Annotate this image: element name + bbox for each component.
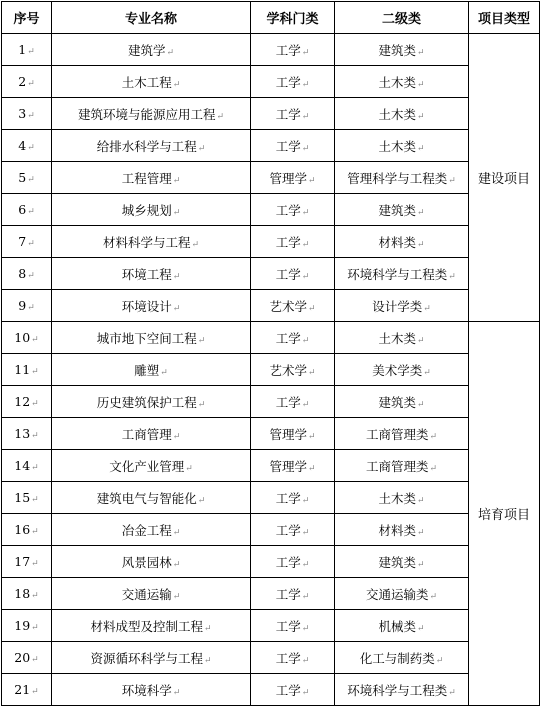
paragraph-mark: ↵ (31, 559, 39, 569)
cell-discipline-text: 管理学 (269, 458, 307, 474)
cell-major (52, 418, 251, 450)
paragraph-mark: ↵ (197, 143, 206, 154)
cell-major (52, 258, 251, 290)
cell-major-text: 资源循环科学与工程 (90, 650, 203, 666)
cell-category-text: 材料类 (378, 522, 416, 538)
table-row (2, 226, 540, 258)
cell-discipline (251, 98, 335, 130)
cell-major (52, 66, 251, 98)
cell-discipline (251, 194, 335, 226)
paragraph-mark: ↵ (301, 271, 310, 282)
cell-no (2, 322, 52, 354)
paragraph-mark: ↵ (31, 687, 39, 697)
cell-category-text: 土木类 (378, 106, 416, 122)
cell-project-type-text: 培育项目 (477, 508, 530, 523)
table-row (2, 98, 540, 130)
paragraph-mark: ↵ (307, 463, 316, 474)
cell-category (335, 162, 469, 194)
table-row (2, 642, 540, 674)
cell-no-text: 14 (14, 458, 31, 473)
cell-discipline (251, 322, 335, 354)
cell-discipline-text: 工学 (275, 490, 301, 506)
cell-category (335, 98, 469, 130)
cell-no (2, 642, 52, 674)
cell-major (52, 514, 251, 546)
cell-no (2, 34, 52, 66)
cell-discipline (251, 514, 335, 546)
paragraph-mark: ↵ (160, 367, 168, 378)
table-row (2, 354, 540, 386)
paragraph-mark: ↵ (172, 431, 181, 442)
cell-major (52, 162, 251, 194)
cell-no-text: 21 (14, 682, 31, 697)
cell-no-text: 13 (14, 426, 31, 441)
cell-no (2, 450, 52, 482)
table-row (2, 162, 540, 194)
paragraph-mark: ↵ (31, 399, 39, 409)
header-row (2, 2, 540, 34)
table-row (2, 450, 540, 482)
header-project-type: 项目类型 (469, 2, 540, 34)
cell-major (52, 386, 251, 418)
cell-no-text: 18 (14, 586, 31, 601)
paragraph-mark: ↵ (31, 335, 39, 345)
paragraph-mark: ↵ (31, 431, 39, 441)
paragraph-mark: ↵ (31, 655, 39, 665)
paragraph-mark: ↵ (301, 47, 310, 58)
paragraph-mark: ↵ (301, 239, 310, 250)
paragraph-mark: ↵ (301, 111, 310, 122)
cell-discipline (251, 578, 335, 610)
cell-discipline-text: 工学 (275, 618, 301, 634)
paragraph-mark: ↵ (416, 495, 425, 506)
cell-no (2, 514, 52, 546)
paragraph-mark: ↵ (429, 463, 438, 474)
cell-no-text: 3 (18, 106, 27, 121)
paragraph-mark: ↵ (172, 527, 181, 538)
cell-major-text: 建筑学 (127, 42, 166, 58)
cell-category-text: 工商管理类 (365, 458, 429, 474)
paragraph-mark: ↵ (172, 687, 181, 698)
cell-discipline-text: 工学 (275, 682, 301, 698)
cell-discipline-text: 工学 (275, 522, 301, 538)
table-row (2, 66, 540, 98)
paragraph-mark: ↵ (416, 399, 425, 410)
cell-major (52, 130, 251, 162)
cell-discipline (251, 450, 335, 482)
cell-category (335, 226, 469, 258)
cell-category (335, 482, 469, 514)
cell-major-text: 风景园林 (121, 554, 172, 570)
cell-major-text: 交通运输 (121, 586, 172, 602)
cell-no (2, 194, 52, 226)
cell-category (335, 610, 469, 642)
paragraph-mark: ↵ (307, 431, 316, 442)
paragraph-mark: ↵ (166, 47, 175, 58)
paragraph-mark: ↵ (416, 239, 425, 250)
cell-category-text: 土木类 (378, 330, 416, 346)
cell-major (52, 450, 251, 482)
cell-major-text: 建筑电气与智能化 (96, 490, 197, 506)
cell-no (2, 418, 52, 450)
paragraph-mark: ↵ (416, 207, 425, 218)
paragraph-mark: ↵ (27, 271, 35, 281)
paragraph-mark: ↵ (423, 303, 431, 314)
cell-discipline (251, 258, 335, 290)
paragraph-mark: ↵ (27, 111, 35, 121)
cell-no-text: 10 (14, 330, 31, 345)
header-no: 序号 (2, 2, 52, 34)
cell-discipline (251, 66, 335, 98)
cell-major-text: 历史建筑保护工程 (96, 394, 197, 410)
cell-category-text: 土木类 (378, 74, 416, 90)
cell-category-text: 建筑类 (378, 554, 416, 570)
paragraph-mark: ↵ (416, 143, 425, 154)
cell-no-text: 17 (14, 554, 31, 569)
cell-category (335, 578, 469, 610)
cell-major (52, 226, 251, 258)
cell-category-text: 美术学类 (372, 362, 423, 378)
cell-major (52, 546, 251, 578)
cell-major (52, 610, 251, 642)
cell-category-text: 建筑类 (378, 42, 416, 58)
cell-no-text: 12 (14, 394, 31, 409)
cell-discipline-text: 工学 (275, 202, 301, 218)
paragraph-mark: ↵ (172, 591, 181, 602)
cell-no (2, 66, 52, 98)
cell-discipline-text: 工学 (275, 266, 301, 282)
cell-discipline (251, 162, 335, 194)
cell-discipline-text: 工学 (275, 586, 301, 602)
cell-discipline (251, 130, 335, 162)
cell-category (335, 642, 469, 674)
cell-discipline (251, 34, 335, 66)
cell-no-text: 15 (14, 490, 31, 505)
cell-category-text: 环境科学与工程类 (347, 266, 448, 282)
cell-major-text: 城乡规划 (121, 202, 172, 218)
cell-major (52, 354, 251, 386)
cell-no (2, 130, 52, 162)
paragraph-mark: ↵ (31, 495, 39, 505)
cell-project-type-text: 建设项目 (477, 172, 530, 187)
paragraph-mark: ↵ (301, 335, 310, 346)
paragraph-mark: ↵ (191, 239, 200, 250)
paragraph-mark: ↵ (416, 111, 425, 122)
cell-category (335, 194, 469, 226)
cell-no (2, 578, 52, 610)
cell-category (335, 322, 469, 354)
cell-no (2, 258, 52, 290)
cell-no (2, 290, 52, 322)
cell-category (335, 34, 469, 66)
paragraph-mark: ↵ (172, 207, 181, 218)
paragraph-mark: ↵ (31, 463, 39, 473)
cell-no-text: 9 (18, 298, 27, 313)
paragraph-mark: ↵ (172, 303, 181, 314)
cell-no (2, 610, 52, 642)
cell-major (52, 322, 251, 354)
cell-no (2, 674, 52, 706)
cell-discipline (251, 610, 335, 642)
table-row (2, 418, 540, 450)
cell-category (335, 354, 469, 386)
cell-major (52, 674, 251, 706)
cell-no (2, 546, 52, 578)
table-row (2, 482, 540, 514)
cell-major (52, 34, 251, 66)
table-row (2, 514, 540, 546)
paragraph-mark: ↵ (27, 79, 35, 89)
paragraph-mark: ↵ (416, 47, 425, 58)
paragraph-mark: ↵ (203, 623, 212, 634)
cell-discipline (251, 482, 335, 514)
cell-discipline-text: 工学 (275, 42, 301, 58)
cell-major-text: 环境科学 (121, 682, 172, 698)
cell-discipline (251, 290, 335, 322)
cell-category (335, 514, 469, 546)
table-row (2, 610, 540, 642)
paragraph-mark: ↵ (27, 303, 35, 313)
cell-no-text: 1 (18, 42, 27, 57)
table-body (2, 34, 540, 706)
paragraph-mark: ↵ (307, 367, 316, 378)
cell-discipline-text: 工学 (275, 554, 301, 570)
paragraph-mark: ↵ (301, 207, 310, 218)
cell-project-type (469, 322, 540, 706)
cell-major-text: 给排水科学与工程 (96, 138, 197, 154)
cell-major-text: 材料科学与工程 (102, 234, 191, 250)
cell-category-text: 建筑类 (378, 202, 416, 218)
paragraph-mark: ↵ (197, 495, 206, 506)
paragraph-mark: ↵ (31, 527, 39, 537)
paragraph-mark: ↵ (27, 47, 35, 57)
cell-discipline (251, 386, 335, 418)
paragraph-mark: ↵ (27, 143, 35, 153)
cell-major-text: 工程管理 (121, 170, 172, 186)
cell-category-text: 设计学类 (372, 298, 423, 314)
majors-table (1, 1, 540, 706)
paragraph-mark: ↵ (216, 111, 225, 122)
cell-category (335, 450, 469, 482)
cell-no (2, 482, 52, 514)
table-row (2, 674, 540, 706)
cell-no-text: 4 (18, 138, 27, 153)
cell-major-text: 建筑环境与能源应用工程 (77, 106, 216, 122)
paragraph-mark: ↵ (27, 239, 35, 249)
cell-discipline-text: 工学 (275, 394, 301, 410)
cell-major (52, 482, 251, 514)
paragraph-mark: ↵ (301, 79, 310, 90)
paragraph-mark: ↵ (416, 79, 425, 90)
paragraph-mark: ↵ (27, 207, 35, 217)
cell-major-text: 环境工程 (121, 266, 172, 282)
paragraph-mark: ↵ (301, 143, 310, 154)
cell-discipline-text: 工学 (275, 234, 301, 250)
paragraph-mark: ↵ (416, 559, 425, 570)
table-row (2, 194, 540, 226)
paragraph-mark: ↵ (301, 495, 310, 506)
paragraph-mark: ↵ (203, 655, 212, 666)
paragraph-mark: ↵ (416, 623, 425, 634)
paragraph-mark: ↵ (172, 559, 181, 570)
paragraph-mark: ↵ (301, 559, 310, 570)
header-discipline: 学科门类 (251, 2, 335, 34)
cell-category (335, 386, 469, 418)
cell-discipline-text: 工学 (275, 650, 301, 666)
paragraph-mark: ↵ (27, 175, 35, 185)
cell-major (52, 98, 251, 130)
cell-discipline-text: 管理学 (269, 426, 307, 442)
paragraph-mark: ↵ (416, 527, 425, 538)
paragraph-mark: ↵ (31, 591, 39, 601)
paragraph-mark: ↵ (301, 591, 310, 602)
paragraph-mark: ↵ (197, 335, 206, 346)
cell-discipline-text: 工学 (275, 138, 301, 154)
cell-major-text: 冶金工程 (121, 522, 172, 538)
paragraph-mark: ↵ (307, 175, 316, 186)
cell-discipline (251, 354, 335, 386)
cell-discipline-text: 艺术学 (269, 298, 307, 314)
paragraph-mark: ↵ (172, 79, 181, 90)
cell-discipline (251, 546, 335, 578)
cell-no (2, 354, 52, 386)
paragraph-mark: ↵ (429, 591, 438, 602)
cell-discipline-text: 艺术学 (269, 362, 307, 378)
cell-discipline (251, 642, 335, 674)
cell-category-text: 机械类 (378, 618, 416, 634)
table-row (2, 130, 540, 162)
paragraph-mark: ↵ (301, 687, 310, 698)
cell-major (52, 642, 251, 674)
table-row (2, 34, 540, 66)
cell-discipline-text: 管理学 (269, 170, 307, 186)
cell-category (335, 130, 469, 162)
paragraph-mark: ↵ (423, 367, 431, 378)
header-category: 二级类 (335, 2, 469, 34)
cell-no-text: 11 (14, 362, 31, 377)
cell-no (2, 226, 52, 258)
cell-no-text: 16 (14, 522, 31, 537)
paragraph-mark: ↵ (416, 335, 425, 346)
cell-discipline-text: 工学 (275, 74, 301, 90)
paragraph-mark: ↵ (307, 303, 316, 314)
cell-category-text: 交通运输类 (365, 586, 429, 602)
cell-category (335, 674, 469, 706)
cell-discipline-text: 工学 (275, 106, 301, 122)
cell-discipline (251, 226, 335, 258)
cell-category-text: 工商管理类 (365, 426, 429, 442)
cell-no (2, 98, 52, 130)
paragraph-mark: ↵ (172, 175, 181, 186)
paragraph-mark: ↵ (301, 623, 310, 634)
paragraph-mark: ↵ (31, 623, 39, 633)
paragraph-mark: ↵ (448, 271, 456, 282)
paragraph-mark: ↵ (301, 655, 310, 666)
cell-major (52, 578, 251, 610)
paragraph-mark: ↵ (197, 399, 206, 410)
cell-discipline-text: 工学 (275, 330, 301, 346)
table-row (2, 290, 540, 322)
cell-category (335, 290, 469, 322)
cell-major-text: 环境设计 (121, 298, 172, 314)
paragraph-mark: ↵ (185, 463, 193, 474)
table-row (2, 546, 540, 578)
table-row (2, 322, 540, 354)
cell-no-text: 8 (18, 266, 27, 281)
cell-major-text: 工商管理 (121, 426, 172, 442)
cell-no-text: 5 (18, 170, 27, 185)
cell-no-text: 20 (14, 650, 31, 665)
cell-category (335, 418, 469, 450)
cell-no-text: 6 (18, 202, 27, 217)
cell-category (335, 66, 469, 98)
cell-discipline (251, 674, 335, 706)
cell-major-text: 城市地下空间工程 (96, 330, 197, 346)
paragraph-mark: ↵ (31, 367, 39, 377)
paragraph-mark: ↵ (429, 431, 438, 442)
cell-category-text: 材料类 (378, 234, 416, 250)
cell-category-text: 化工与制药类 (359, 650, 435, 666)
cell-major (52, 290, 251, 322)
cell-major-text: 雕塑 (134, 362, 160, 378)
cell-no-text: 19 (14, 618, 31, 633)
table-row (2, 386, 540, 418)
paragraph-mark: ↵ (301, 399, 310, 410)
table-row (2, 578, 540, 610)
cell-no-text: 2 (18, 74, 27, 89)
cell-discipline (251, 418, 335, 450)
table-row (2, 258, 540, 290)
cell-project-type (469, 34, 540, 322)
cell-no (2, 386, 52, 418)
paragraph-mark: ↵ (448, 687, 456, 698)
cell-category-text: 土木类 (378, 490, 416, 506)
paragraph-mark: ↵ (301, 527, 310, 538)
cell-category (335, 546, 469, 578)
cell-no (2, 162, 52, 194)
cell-major-text: 文化产业管理 (109, 458, 185, 474)
cell-category (335, 258, 469, 290)
cell-major-text: 材料成型及控制工程 (90, 618, 203, 634)
cell-category-text: 环境科学与工程类 (347, 682, 448, 698)
paragraph-mark: ↵ (172, 271, 181, 282)
cell-category-text: 土木类 (378, 138, 416, 154)
cell-major-text: 土木工程 (121, 74, 172, 90)
paragraph-mark: ↵ (448, 175, 456, 186)
header-major: 专业名称 (52, 2, 251, 34)
cell-category-text: 管理科学与工程类 (347, 170, 448, 186)
cell-category-text: 建筑类 (378, 394, 416, 410)
cell-major (52, 194, 251, 226)
cell-no-text: 7 (18, 234, 27, 249)
paragraph-mark: ↵ (435, 655, 444, 666)
